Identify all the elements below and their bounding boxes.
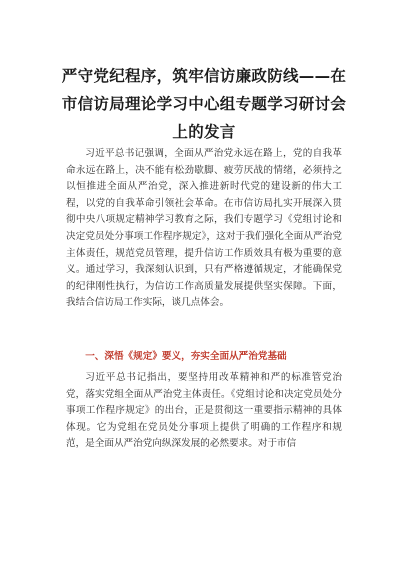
section-paragraph: 习近平总书记指出，要坚持用改革精神和严的标准管党治党，落实党组全面从严治党主体责任。《党组讨论和决定党员处分事项工作程序规定》的出台，正是贯彻这一重要指示精神的具体体现。它为党组在党员处分事项上提供了明确的工作程序和规范，是全面从严治党向纵深发展的必然要求。对于市信 [66,372,342,450]
document-title: 严守党纪程序，筑牢信访廉政防线——在市信访局理论学习中心组专题学习研讨会上的发言 [61,67,347,141]
section-heading: 一、深悟《规定》要义，夯实全面从严治党基础 [85,351,287,362]
intro-paragraph: 习近平总书记强调，全面从严治党永远在路上，党的自我革命永远在路上，决不能有松劲歇脚、疲劳厌战的情绪，必须持之以恒推进全面从严治党，深入推进新时代党的建设新的伟大工程，以党的自我革命引领社会革命。在市信访局扎实开展深入贯彻中央八项规定精神学习教育之际，我们专题学习《党组讨论和决定党员处分事项工作程序规定》，这对于我们强化全面从严治党主体责任，规范党员管理，提升信访工作质效具有极为重要的意义。通过学习，我深刻认识到，只有严格遵循规定，才能确保党的纪律刚性执行，为信访工作高质量发展提供坚实保障。下面，我结合信访局工作实际，谈几点体会。 [66,148,342,309]
